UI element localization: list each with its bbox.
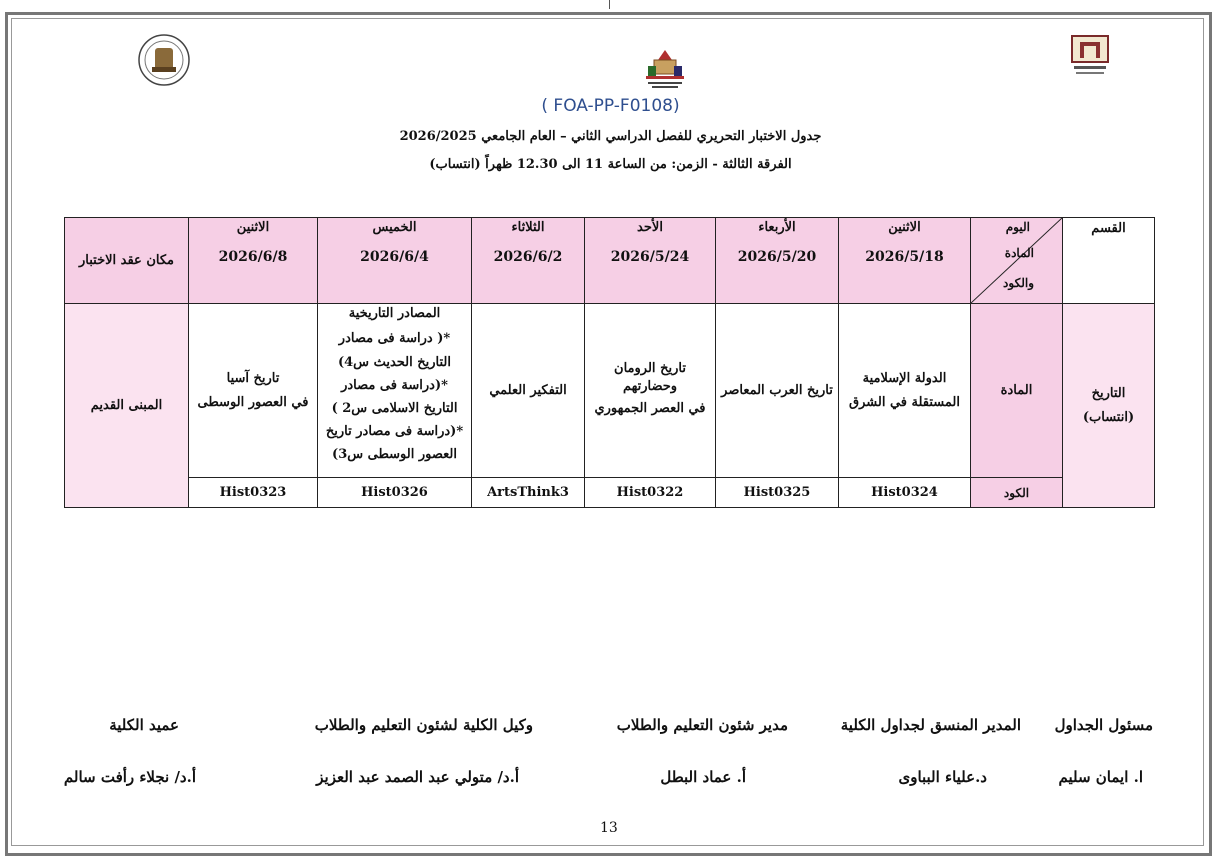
header-row: [65, 218, 1155, 304]
signature-title-education-director: مدير شئون التعليم والطلاب: [616, 716, 788, 734]
signature-title-vice-dean: وكيل الكلية لشئون التعليم والطلاب: [314, 716, 533, 734]
schedule-subtitle: الفرقة الثالثة - الزمن: من الساعة 11 الى 12.30 ظهراً (انتساب): [429, 157, 792, 172]
form-code: ( FOA-PP-F0108): [541, 96, 680, 116]
code-cell-1: Hist0324: [839, 478, 971, 508]
subject-cell-1: الدولة الإسلامية المستقلة في الشرق: [839, 304, 971, 478]
subject-row: [65, 304, 1155, 478]
faculty-seal-icon: [137, 34, 191, 86]
day-header-2: الأربعاء 2026/5/20: [716, 218, 839, 304]
subject-cell-3: تاريخ الرومان وحضارتهم في العصر الجمهوري: [585, 304, 716, 478]
top-tick-mark: [609, 0, 610, 9]
code-cell-2: Hist0325: [716, 478, 839, 508]
code-cell-3: Hist0322: [585, 478, 716, 508]
schedule-title: جدول الاختبار التحريري للفصل الدراسي الثاني – العام الجامعي 2026/2025: [399, 129, 822, 144]
signature-name-schedules-officer: ا. ايمان سليم: [1058, 768, 1143, 786]
faculty-emblem-icon: [642, 48, 688, 92]
day-header-1: الاثنين 2026/5/18: [839, 218, 971, 304]
page-number: 13: [600, 820, 618, 836]
signature-name-vice-dean: أ.د/ متولي عبد الصمد عبد العزيز: [316, 768, 519, 786]
code-row-label: الكود: [971, 478, 1063, 508]
subject-cell-4: التفكير العلمي: [472, 304, 585, 478]
day-subject-code-header: اليوم المادة والكود: [971, 218, 1063, 304]
day-header-3: الأحد 2026/5/24: [585, 218, 716, 304]
department-cell: التاريخ (انتساب): [1063, 304, 1155, 508]
signature-name-coordinator: د.علياء البباوى: [898, 768, 987, 786]
place-cell: المبنى القديم: [65, 304, 189, 508]
day-header-5: الخميس 2026/6/4: [318, 218, 472, 304]
signature-title-schedules-officer: مسئول الجداول: [1054, 716, 1153, 734]
code-cell-4: ArtsThink3: [472, 478, 585, 508]
day-header-6: الاثنين 2026/6/8: [189, 218, 318, 304]
code-cell-5: Hist0326: [318, 478, 472, 508]
subject-cell-5: المصادر التاريخية *( دراسة فى مصادر التاريخ الحديث س4) *(دراسة فى مصادر التاريخ الاسلامى س2 ) *(دراسة فى مصادر تاريخ العصور الوسطى س3): [318, 304, 472, 478]
place-header: مكان عقد الاختبار: [65, 218, 189, 304]
signature-name-education-director: أ. عماد البطل: [660, 768, 746, 786]
signature-title-coordinator: المدير المنسق لجداول الكلية: [840, 716, 1021, 734]
subject-row-label: المادة: [971, 304, 1063, 478]
department-header: القسم: [1063, 218, 1155, 304]
code-row: [65, 478, 1155, 508]
signature-name-dean: أ.د/ نجلاء رأفت سالم: [63, 768, 196, 786]
subject-cell-6: تاريخ آسيا في العصور الوسطى: [189, 304, 318, 478]
signature-title-dean: عميد الكلية: [109, 716, 179, 734]
day-header-4: الثلاثاء 2026/6/2: [472, 218, 585, 304]
cairo-university-logo-icon: [1066, 34, 1114, 78]
subject-cell-2: تاريخ العرب المعاصر: [716, 304, 839, 478]
exam-schedule-table: [64, 217, 1155, 508]
code-cell-6: Hist0323: [189, 478, 318, 508]
